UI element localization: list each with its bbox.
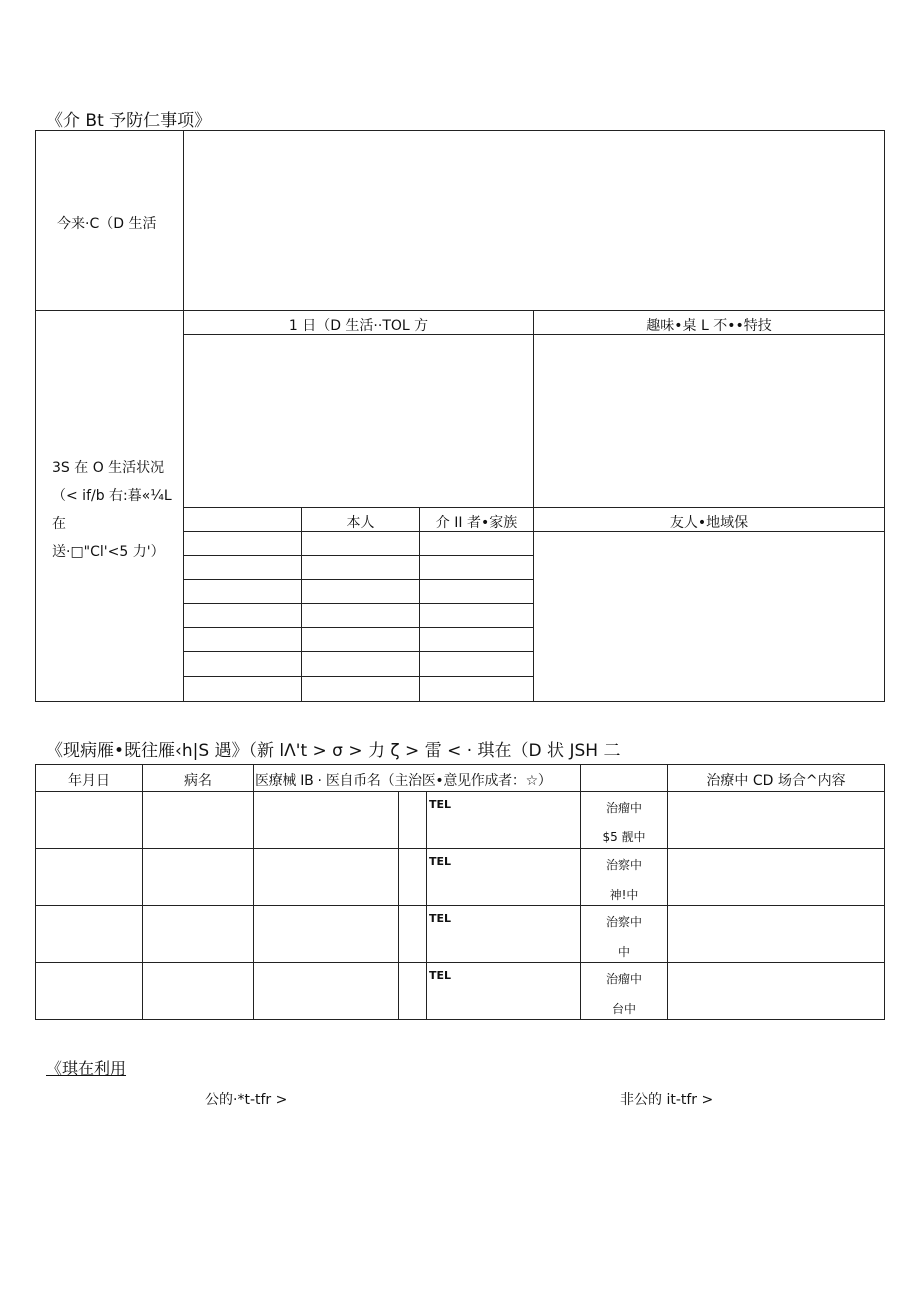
history-table <box>35 764 885 1020</box>
private-service-label: 非公的 it-tfr > <box>620 1092 714 1108</box>
row-label-life-status-2: （< if/b 右:暮«¼L <box>52 488 172 504</box>
history-row-line <box>35 905 885 906</box>
section3-title: 《琪在利用 <box>46 1059 127 1078</box>
institution-header: 医療械 IB · 医自币名（主治医•意见作成者：☆） <box>255 773 552 789</box>
history-col-divider <box>667 764 668 1020</box>
status-bottom: 台中 <box>611 1002 636 1016</box>
date-header: 年月日 <box>68 773 110 789</box>
daily-life-header: 1 日（D 生活··TOL 方 <box>288 318 429 334</box>
daily-life-field[interactable] <box>184 335 533 507</box>
status-bottom: 中 <box>617 945 630 959</box>
history-row-line <box>35 848 885 849</box>
friends-field[interactable] <box>534 532 884 701</box>
history-col-divider <box>426 791 427 1020</box>
section2-title: 《现病雁•既往雁‹h|S 遇》（新 lΛ't > σ > 力 ζ > 雷 < · 琪在（D 状 JSH 二 <box>46 741 621 761</box>
disease-header: 病名 <box>184 773 212 789</box>
history-col-divider <box>398 791 399 1020</box>
self-header: 本人 <box>346 515 375 531</box>
status-top: 治察中 <box>605 858 642 872</box>
relations-col-divider-2 <box>419 507 420 702</box>
history-col-divider <box>253 764 254 1020</box>
relations-row-line <box>183 676 533 677</box>
relations-row-line <box>183 627 533 628</box>
history-header-line <box>35 791 885 792</box>
tel-label: TEL <box>429 912 452 925</box>
treatment-header: 治療中 CD 场合^内容 <box>706 773 846 789</box>
relations-row-line <box>183 651 533 652</box>
relations-row-line <box>183 603 533 604</box>
status-bottom: $5 靓中 <box>602 830 646 844</box>
history-col-divider <box>142 764 143 1020</box>
current-life-field[interactable] <box>184 131 884 309</box>
family-header: 介 II 者•家族 <box>435 515 518 531</box>
history-row-line <box>35 962 885 963</box>
tel-label: TEL <box>429 855 452 868</box>
relations-top-line <box>183 507 885 508</box>
tel-label: TEL <box>429 798 452 811</box>
status-top: 治察中 <box>605 915 642 929</box>
row-label-life-status-3: 在 <box>52 516 66 532</box>
row-label-life-status-4: 送·□"Cl'<5 力'） <box>52 544 165 560</box>
relations-row-line <box>183 555 533 556</box>
section1-title: 《介 Bt 予防仁事项》 <box>46 111 212 131</box>
living-table-row-divider <box>35 310 885 311</box>
relations-row-line <box>183 579 533 580</box>
tel-label: TEL <box>429 969 452 982</box>
status-top: 治瘤中 <box>605 801 642 815</box>
relations-col-divider-1 <box>301 507 302 702</box>
public-service-label: 公的·*t-tfr > <box>205 1092 288 1108</box>
hobby-header: 趣味•桌 L 不••特技 <box>646 318 772 334</box>
status-top: 治瘤中 <box>605 972 642 986</box>
friends-header: 友人•地域保 <box>669 515 749 531</box>
hobby-field[interactable] <box>534 335 884 507</box>
row-label-life-status-1: 3S 在 O 生活状况 <box>52 460 165 476</box>
row-label-current-life: 今来·C（D 生活 <box>57 216 157 232</box>
status-bottom: 神!中 <box>609 888 639 902</box>
